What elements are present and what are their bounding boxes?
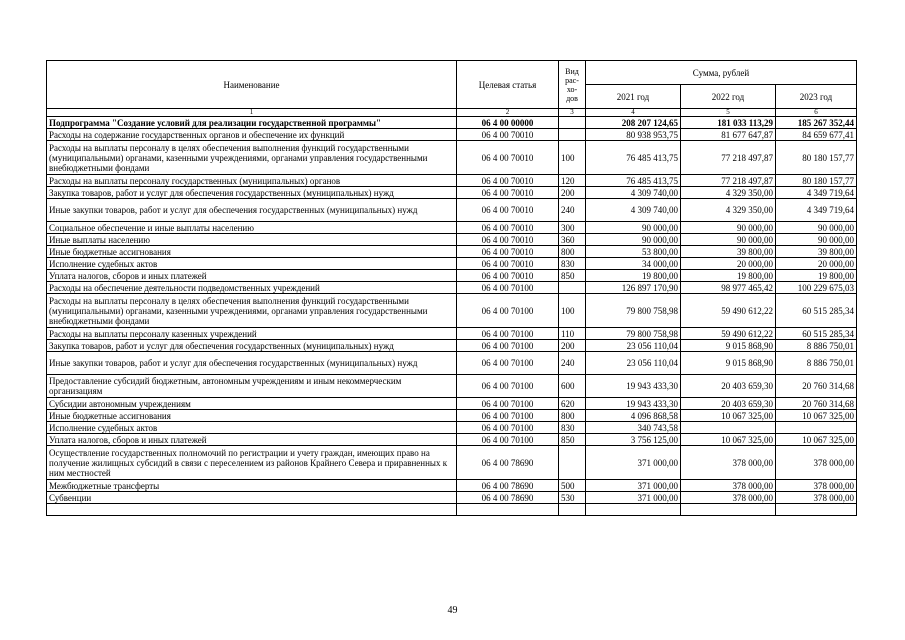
row-sum-2021: 126 897 170,90	[586, 282, 681, 294]
row-sum-2023: 60 515 285,34	[776, 328, 857, 340]
table-row	[47, 175, 857, 187]
row-name: Расходы на выплаты персоналу государственных (муниципальных) органов	[47, 175, 457, 187]
row-name: Субвенции	[47, 492, 457, 504]
row-expense-type: 200	[559, 187, 586, 199]
row-expense-type: 240	[559, 352, 586, 375]
table-row	[47, 375, 857, 398]
row-sum-2021: 34 000,00	[586, 258, 681, 270]
table-row	[47, 398, 857, 410]
row-sum-2023: 4 349 719,64	[776, 199, 857, 222]
table-row	[47, 246, 857, 258]
row-sum-2023: 378 000,00	[776, 480, 857, 492]
row-target-article: 06 4 00 70010	[457, 222, 559, 234]
header-target-article: Целевая статья	[457, 61, 559, 109]
row-target-article: 06 4 00 70100	[457, 398, 559, 410]
column-index: 1	[47, 109, 457, 117]
empty-cell	[681, 504, 776, 516]
row-target-article: 06 4 00 78690	[457, 480, 559, 492]
row-expense-type: 800	[559, 410, 586, 422]
column-index: 4	[586, 109, 681, 117]
row-sum-2023: 20 000,00	[776, 258, 857, 270]
row-sum-2023: 60 515 285,34	[776, 294, 857, 328]
row-sum-2023: 19 800,00	[776, 270, 857, 282]
row-sum-2021: 90 000,00	[586, 222, 681, 234]
table-row	[47, 117, 857, 129]
row-target-article: 06 4 00 70010	[457, 270, 559, 282]
row-name: Иные бюджетные ассигнования	[47, 246, 457, 258]
column-index: 5	[681, 109, 776, 117]
header-name: Наименование	[47, 61, 457, 109]
row-sum-2021: 19 800,00	[586, 270, 681, 282]
row-expense-type: 620	[559, 398, 586, 410]
row-sum-2021: 23 056 110,04	[586, 352, 681, 375]
row-sum-2023: 378 000,00	[776, 446, 857, 480]
row-sum-2023: 4 349 719,64	[776, 187, 857, 199]
header-expense-type: Вид рас- хо- дов	[559, 61, 586, 109]
row-sum-2022: 181 033 113,29	[681, 117, 776, 129]
row-sum-2023: 20 760 314,68	[776, 375, 857, 398]
row-sum-2022	[681, 422, 776, 434]
empty-cell	[47, 504, 457, 516]
column-index: 3	[559, 109, 586, 117]
row-expense-type: 850	[559, 434, 586, 446]
row-sum-2022: 378 000,00	[681, 446, 776, 480]
row-expense-type	[559, 117, 586, 129]
row-name: Расходы на содержание государственных органов и обеспечение их функций	[47, 129, 457, 141]
row-sum-2023: 90 000,00	[776, 222, 857, 234]
row-target-article: 06 4 00 70100	[457, 352, 559, 375]
row-sum-2022: 59 490 612,22	[681, 294, 776, 328]
table-row	[47, 282, 857, 294]
row-expense-type: 240	[559, 199, 586, 222]
row-sum-2023: 20 760 314,68	[776, 398, 857, 410]
row-name: Иные закупки товаров, работ и услуг для обеспечения государственных (муниципальных) нужд	[47, 352, 457, 375]
table-body	[47, 117, 857, 516]
row-target-article: 06 4 00 78690	[457, 446, 559, 480]
row-sum-2022: 4 329 350,00	[681, 199, 776, 222]
row-sum-2021: 80 938 953,75	[586, 129, 681, 141]
column-index-row	[47, 109, 857, 117]
row-expense-type: 360	[559, 234, 586, 246]
table-row	[47, 328, 857, 340]
row-target-article: 06 4 00 70100	[457, 422, 559, 434]
row-expense-type: 800	[559, 246, 586, 258]
row-name: Иные бюджетные ассигнования	[47, 410, 457, 422]
row-name: Социальное обеспечение и иные выплаты населению	[47, 222, 457, 234]
row-sum-2021: 371 000,00	[586, 480, 681, 492]
row-sum-2022: 9 015 868,90	[681, 352, 776, 375]
row-expense-type: 500	[559, 480, 586, 492]
row-sum-2022: 4 329 350,00	[681, 187, 776, 199]
table-row	[47, 270, 857, 282]
row-name: Закупка товаров, работ и услуг для обеспечения государственных (муниципальных) нужд	[47, 340, 457, 352]
row-target-article: 06 4 00 70010	[457, 175, 559, 187]
header-year-2023: 2023 год	[776, 85, 857, 109]
row-sum-2021: 79 800 758,98	[586, 328, 681, 340]
row-sum-2021: 53 800,00	[586, 246, 681, 258]
budget-table	[46, 60, 857, 516]
empty-row	[47, 504, 857, 516]
table-row	[47, 492, 857, 504]
row-sum-2022: 378 000,00	[681, 480, 776, 492]
table-row	[47, 258, 857, 270]
row-target-article: 06 4 00 70100	[457, 282, 559, 294]
row-expense-type: 120	[559, 175, 586, 187]
row-target-article: 06 4 00 70100	[457, 294, 559, 328]
row-sum-2022: 10 067 325,00	[681, 434, 776, 446]
row-sum-2021: 208 207 124,65	[586, 117, 681, 129]
row-target-article: 06 4 00 70010	[457, 199, 559, 222]
row-expense-type: 200	[559, 340, 586, 352]
row-name: Расходы на обеспечение деятельности подведомственных учреждений	[47, 282, 457, 294]
table-row	[47, 410, 857, 422]
row-sum-2023: 185 267 352,44	[776, 117, 857, 129]
row-expense-type	[559, 446, 586, 480]
row-name: Уплата налогов, сборов и иных платежей	[47, 434, 457, 446]
row-target-article: 06 4 00 70100	[457, 434, 559, 446]
row-sum-2022: 39 800,00	[681, 246, 776, 258]
row-name: Исполнение судебных актов	[47, 422, 457, 434]
row-sum-2023: 10 067 325,00	[776, 410, 857, 422]
row-name: Иные выплаты населению	[47, 234, 457, 246]
row-sum-2021: 76 485 413,75	[586, 175, 681, 187]
row-sum-2021: 19 943 433,30	[586, 398, 681, 410]
row-target-article: 06 4 00 70100	[457, 328, 559, 340]
row-target-article: 06 4 00 70100	[457, 375, 559, 398]
row-name: Закупка товаров, работ и услуг для обеспечения государственных (муниципальных) нужд	[47, 187, 457, 199]
table-row	[47, 340, 857, 352]
row-name: Расходы на выплаты персоналу в целях обеспечения выполнения функций государственными (муниципальными) органами, казенными учреждениями, органами управления государственными внебюджетными фондами	[47, 294, 457, 328]
row-sum-2023: 378 000,00	[776, 492, 857, 504]
table-row	[47, 129, 857, 141]
table-row	[47, 141, 857, 175]
row-sum-2023	[776, 422, 857, 434]
row-name: Иные закупки товаров, работ и услуг для обеспечения государственных (муниципальных) нужд	[47, 199, 457, 222]
row-sum-2023: 10 067 325,00	[776, 434, 857, 446]
row-sum-2021: 79 800 758,98	[586, 294, 681, 328]
row-sum-2023: 8 886 750,01	[776, 340, 857, 352]
row-sum-2023: 80 180 157,77	[776, 141, 857, 175]
row-sum-2022: 59 490 612,22	[681, 328, 776, 340]
row-sum-2021: 371 000,00	[586, 446, 681, 480]
row-name: Расходы на выплаты персоналу в целях обеспечения выполнения функций государственными (муниципальными) органами, казенными учреждениями, органами управления государственными внебюджетными фондами	[47, 141, 457, 175]
row-target-article: 06 4 00 70100	[457, 340, 559, 352]
row-sum-2022: 9 015 868,90	[681, 340, 776, 352]
table-row	[47, 480, 857, 492]
row-sum-2022: 90 000,00	[681, 222, 776, 234]
table-row	[47, 434, 857, 446]
row-name: Исполнение судебных актов	[47, 258, 457, 270]
row-sum-2021: 340 743,58	[586, 422, 681, 434]
table-row	[47, 352, 857, 375]
row-sum-2023: 80 180 157,77	[776, 175, 857, 187]
row-expense-type: 830	[559, 258, 586, 270]
row-expense-type	[559, 282, 586, 294]
row-sum-2023: 8 886 750,01	[776, 352, 857, 375]
row-expense-type: 600	[559, 375, 586, 398]
row-sum-2021: 4 309 740,00	[586, 187, 681, 199]
row-expense-type: 100	[559, 294, 586, 328]
row-target-article: 06 4 00 70010	[457, 141, 559, 175]
row-sum-2022: 81 677 647,87	[681, 129, 776, 141]
row-target-article: 06 4 00 70010	[457, 129, 559, 141]
row-sum-2021: 76 485 413,75	[586, 141, 681, 175]
table-row	[47, 187, 857, 199]
row-sum-2022: 10 067 325,00	[681, 410, 776, 422]
row-expense-type: 530	[559, 492, 586, 504]
page-number: 49	[447, 605, 458, 616]
table-row	[47, 422, 857, 434]
row-sum-2021: 4 096 868,58	[586, 410, 681, 422]
row-target-article: 06 4 00 00000	[457, 117, 559, 129]
row-sum-2022: 20 403 659,30	[681, 375, 776, 398]
row-sum-2021: 19 943 433,30	[586, 375, 681, 398]
row-sum-2022: 77 218 497,87	[681, 175, 776, 187]
row-sum-2021: 90 000,00	[586, 234, 681, 246]
row-sum-2021: 371 000,00	[586, 492, 681, 504]
row-sum-2023: 84 659 677,41	[776, 129, 857, 141]
row-sum-2021: 4 309 740,00	[586, 199, 681, 222]
row-name: Осуществление государственных полномочий по регистрации и учету граждан, имеющих право на получение жилищных субсидий в связи с переселением из районов Крайнего Севера и приравненных к ним местностей	[47, 446, 457, 480]
header-year-2021: 2021 год	[586, 85, 681, 109]
table-row	[47, 222, 857, 234]
row-name: Субсидии автономным учреждениям	[47, 398, 457, 410]
row-target-article: 06 4 00 70010	[457, 246, 559, 258]
row-sum-2022: 20 403 659,30	[681, 398, 776, 410]
table-row	[47, 294, 857, 328]
row-name: Подпрограмма "Создание условий для реализации государственной программы"	[47, 117, 457, 129]
table-row	[47, 199, 857, 222]
row-target-article: 06 4 00 70010	[457, 187, 559, 199]
row-target-article: 06 4 00 70100	[457, 410, 559, 422]
row-expense-type: 300	[559, 222, 586, 234]
row-name: Уплата налогов, сборов и иных платежей	[47, 270, 457, 282]
row-expense-type: 830	[559, 422, 586, 434]
header-sum: Сумма, рублей	[586, 61, 857, 85]
row-target-article: 06 4 00 70010	[457, 234, 559, 246]
row-sum-2023: 39 800,00	[776, 246, 857, 258]
row-sum-2022: 77 218 497,87	[681, 141, 776, 175]
row-sum-2022: 98 977 465,42	[681, 282, 776, 294]
row-target-article: 06 4 00 70010	[457, 258, 559, 270]
row-target-article: 06 4 00 78690	[457, 492, 559, 504]
column-index: 2	[457, 109, 559, 117]
row-name: Межбюджетные трансферты	[47, 480, 457, 492]
table-row	[47, 446, 857, 480]
row-name: Расходы на выплаты персоналу казенных учреждений	[47, 328, 457, 340]
table-header	[47, 61, 857, 117]
empty-cell	[457, 504, 559, 516]
row-sum-2022: 378 000,00	[681, 492, 776, 504]
row-sum-2023: 90 000,00	[776, 234, 857, 246]
empty-cell	[776, 504, 857, 516]
row-sum-2021: 23 056 110,04	[586, 340, 681, 352]
empty-cell	[559, 504, 586, 516]
row-sum-2021: 3 756 125,00	[586, 434, 681, 446]
column-index: 6	[776, 109, 857, 117]
row-expense-type: 110	[559, 328, 586, 340]
empty-cell	[586, 504, 681, 516]
row-sum-2022: 90 000,00	[681, 234, 776, 246]
row-name: Предоставление субсидий бюджетным, автономным учреждениям и иным некоммерческим организациям	[47, 375, 457, 398]
row-sum-2023: 100 229 675,03	[776, 282, 857, 294]
row-expense-type: 850	[559, 270, 586, 282]
row-sum-2022: 20 000,00	[681, 258, 776, 270]
header-year-2022: 2022 год	[681, 85, 776, 109]
row-expense-type	[559, 129, 586, 141]
row-expense-type: 100	[559, 141, 586, 175]
row-sum-2022: 19 800,00	[681, 270, 776, 282]
table-row	[47, 234, 857, 246]
